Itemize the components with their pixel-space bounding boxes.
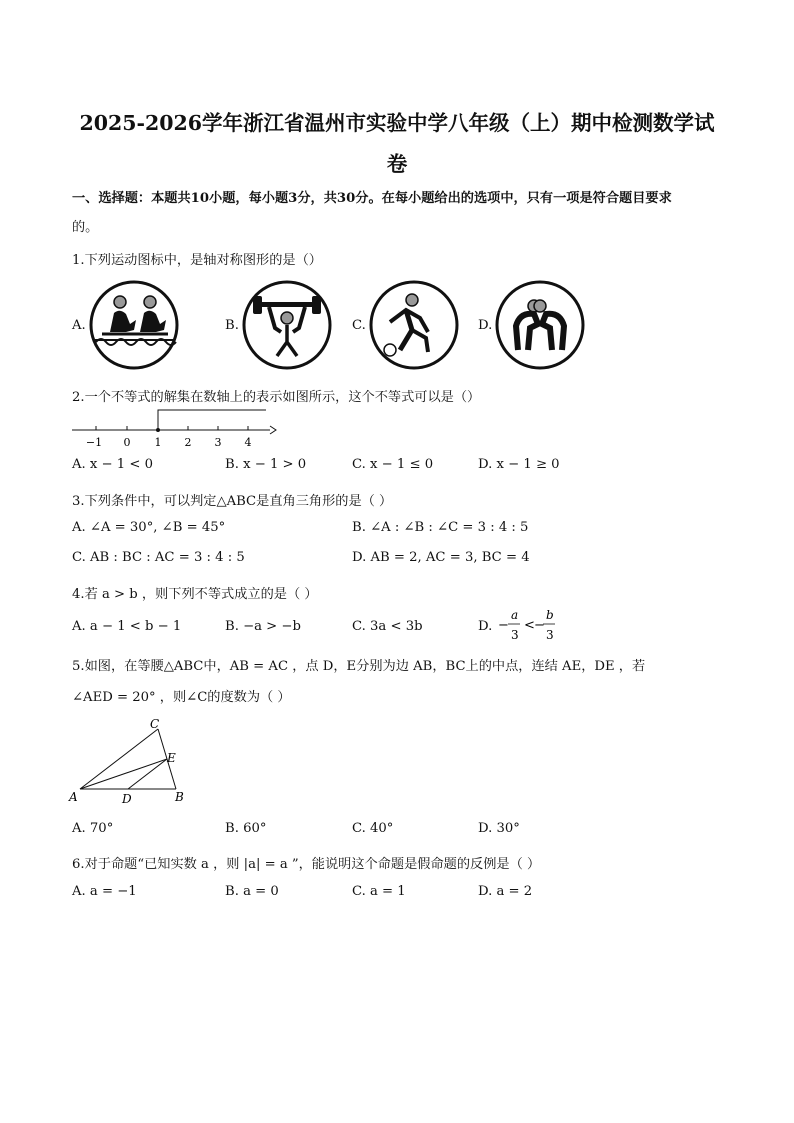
- q2-option-b: B. x − 1 > 0: [225, 457, 307, 472]
- svg-text:3: 3: [511, 628, 519, 642]
- section1-instructions-line2: 的。: [72, 220, 99, 235]
- q1-label-c: C.: [352, 318, 366, 333]
- q6-option-c: C. a = 1: [352, 884, 406, 899]
- q2-option-a: A. x − 1 < 0: [72, 457, 153, 472]
- soccer-icon: [368, 280, 460, 370]
- q5-option-c: C. 40°: [352, 821, 394, 836]
- weightlifting-icon: [241, 280, 333, 370]
- q5-option-d: D. 30°: [478, 821, 520, 836]
- exam-title-line2: 卷: [386, 152, 408, 176]
- q1-label-b: B.: [225, 318, 239, 333]
- q3-option-a: A. ∠A = 30°, ∠B = 45°: [72, 520, 226, 535]
- point-b-label: B: [175, 790, 184, 804]
- svg-text:a: a: [511, 608, 519, 622]
- q5-stem-line2: ∠AED = 20° ，则∠C的度数为（ ）: [72, 690, 291, 705]
- q2-option-c: C. x − 1 ≤ 0: [352, 457, 434, 472]
- q5-option-a: A. 70°: [72, 821, 114, 836]
- q4-option-d-label: D.: [478, 619, 493, 634]
- q4-option-d-expression: [494, 606, 560, 644]
- q2-stem: 2.一个不等式的解集在数轴上的表示如图所示，这个不等式可以是（）: [72, 390, 481, 405]
- exam-title-line1: 2025-2026学年浙江省温州市实验中学八年级（上）期中检测数学试: [79, 111, 715, 135]
- tick-label: 4: [244, 436, 252, 448]
- q5-stem-line1: 5.如图，在等腰△ABC中，AB = AC ，点 D，E分别为边 AB，BC上的中点，连结 AE，DE ，若: [72, 659, 646, 674]
- point-a-label: A: [69, 790, 78, 804]
- svg-text:<: <: [524, 618, 535, 633]
- q2-option-d: D. x − 1 ≥ 0: [478, 457, 560, 472]
- section1-instructions-line1: 一、选择题：本题共10小题，每小题3分，共30分。在每小题给出的选项中，只有一项是符合题目要求: [72, 191, 672, 206]
- tick-label: −1: [85, 436, 103, 448]
- q6-option-b: B. a = 0: [225, 884, 279, 899]
- q3-option-b: B. ∠A : ∠B : ∠C = 3 : 4 : 5: [352, 520, 529, 535]
- q6-option-d: D. a = 2: [478, 884, 533, 899]
- svg-text:3: 3: [546, 628, 554, 642]
- rowing-icon: [88, 280, 180, 370]
- q5-triangle-diagram: [66, 712, 196, 808]
- point-c-label: C: [150, 717, 160, 731]
- q3-stem: 3.下列条件中，可以判定△ABC是直角三角形的是（ ）: [72, 494, 393, 509]
- q1-label-d: D.: [478, 318, 493, 333]
- q4-option-b: B. −a > −b: [225, 619, 301, 634]
- q3-option-c: C. AB : BC : AC = 3 : 4 : 5: [72, 550, 245, 565]
- q3-option-d: D. AB = 2, AC = 3, BC = 4: [352, 550, 530, 565]
- wrestling-icon: [494, 280, 586, 370]
- point-e-label: E: [167, 751, 176, 765]
- svg-text:−: −: [498, 618, 509, 633]
- q4-option-c: C. 3a < 3b: [352, 619, 423, 634]
- tick-label: 2: [184, 436, 192, 448]
- q6-stem: 6.对于命题“已知实数 a ，则 |a| = a ”，能说明这个命题是假命题的反例是（ ）: [72, 857, 541, 872]
- q4-stem: 4.若 a > b ，则下列不等式成立的是（ ）: [72, 587, 318, 602]
- q5-option-b: B. 60°: [225, 821, 267, 836]
- svg-text:−: −: [534, 618, 545, 633]
- q4-option-a: A. a − 1 < b − 1: [72, 619, 182, 634]
- svg-text:b: b: [546, 608, 554, 622]
- q6-option-a: A. a = −1: [72, 884, 137, 899]
- tick-label: 3: [214, 436, 222, 448]
- q1-label-a: A.: [72, 318, 86, 333]
- q2-number-line: [70, 404, 280, 448]
- q1-stem: 1.下列运动图标中，是轴对称图形的是（）: [72, 253, 322, 268]
- tick-label: 1: [154, 436, 162, 448]
- point-d-label: D: [122, 792, 132, 806]
- tick-label: 0: [123, 436, 131, 448]
